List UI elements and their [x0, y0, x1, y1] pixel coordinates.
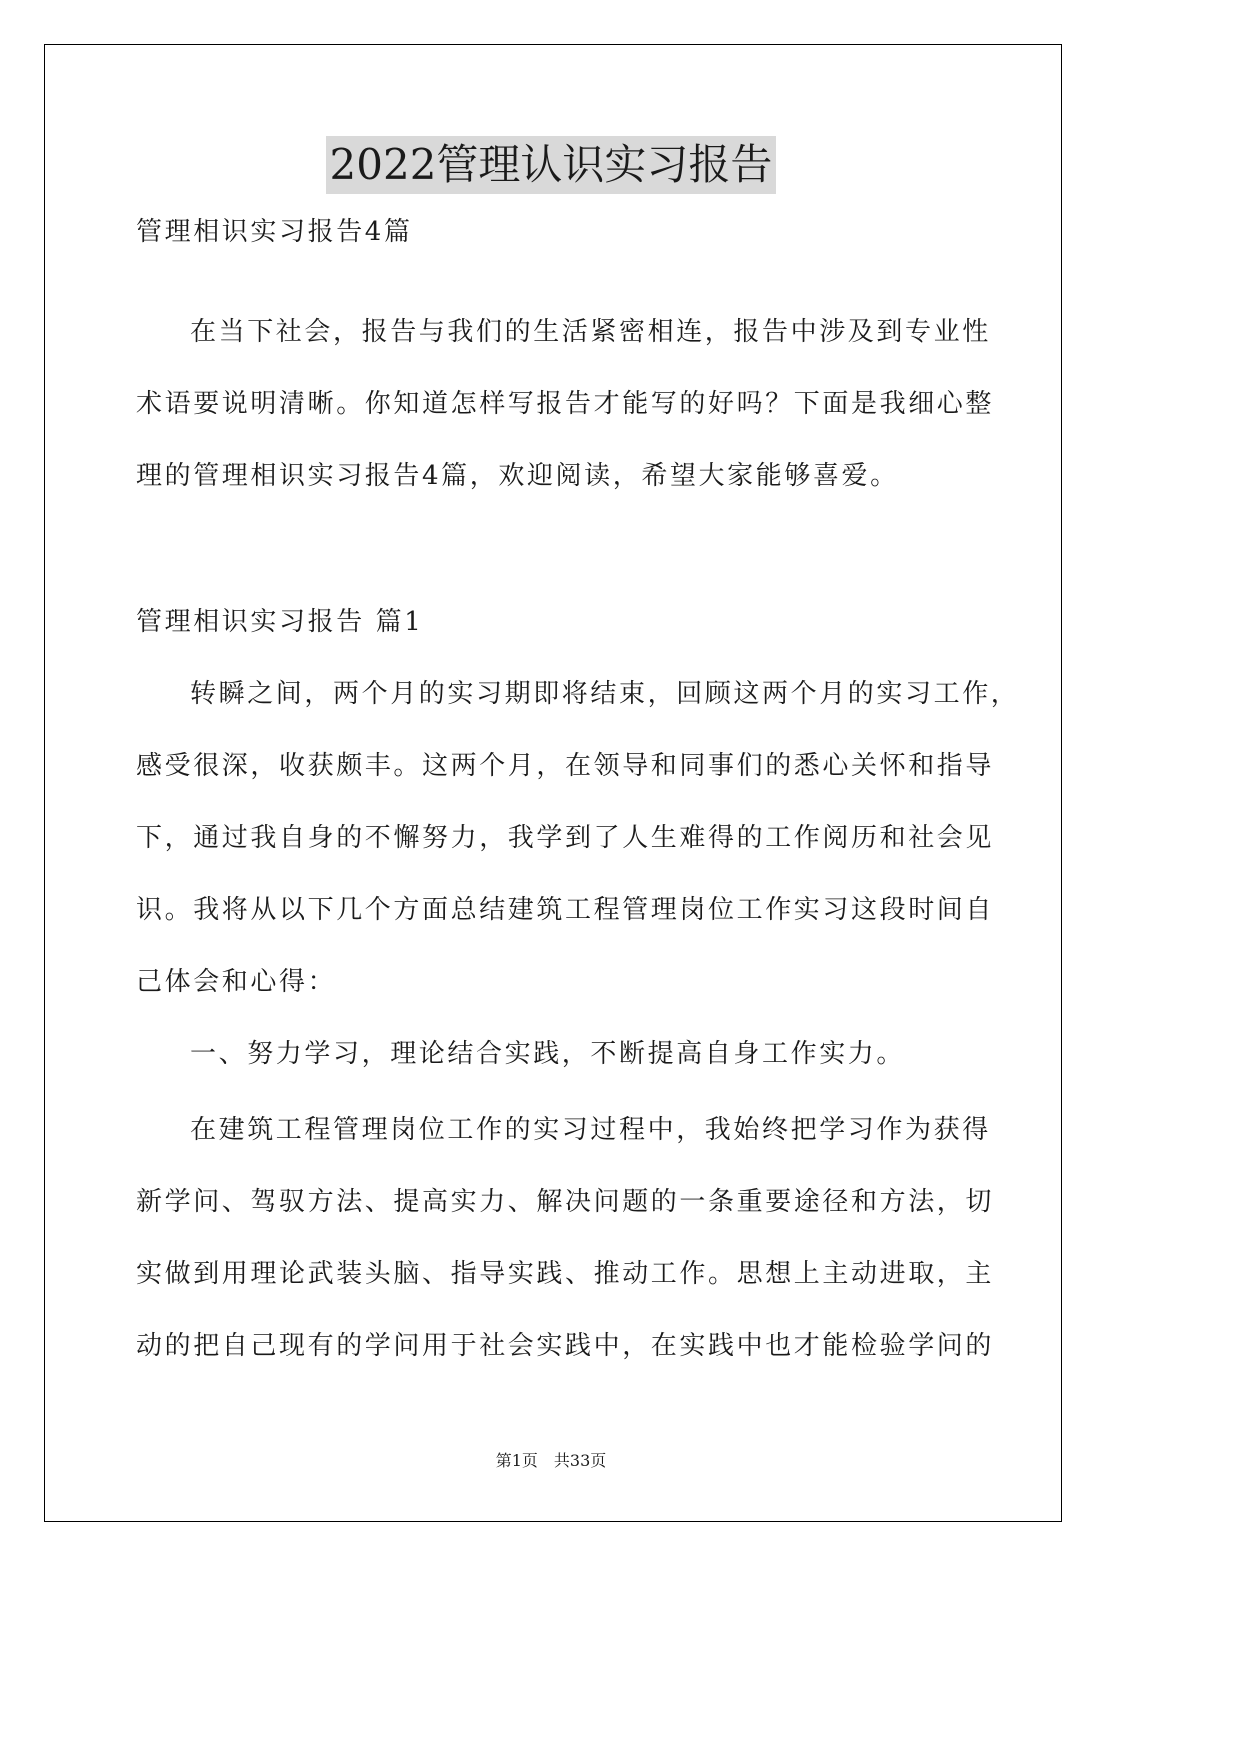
- para1-line-1: 转瞬之间，两个月的实习期即将结束，回顾这两个月的实习工作，: [190, 679, 1020, 709]
- para1-line-3: 下，通过我自身的不懈努力，我学到了人生难得的工作阅历和社会见: [136, 823, 995, 853]
- section-heading-1: 一、努力学习，理论结合实践，不断提高自身工作实力。: [190, 1039, 906, 1069]
- para1-line-5: 己体会和心得：: [136, 967, 337, 997]
- para1-line-4: 识。我将从以下几个方面总结建筑工程管理岗位工作实习这段时间自: [136, 895, 995, 925]
- para1-line-2: 感受很深，收获颇丰。这两个月，在领导和同事们的悉心关怀和指导: [136, 751, 995, 781]
- para2-line-1: 在建筑工程管理岗位工作的实习过程中，我始终把学习作为获得: [190, 1115, 991, 1145]
- heading-report-part-1: 管理相识实习报告 篇1: [136, 607, 424, 637]
- heading-report-collection: 管理相识实习报告4篇: [136, 217, 413, 247]
- para2-line-4: 动的把自己现有的学问用于社会实践中，在实践中也才能检验学问的: [136, 1331, 995, 1361]
- page-number-footer: 第1页 共33页: [495, 1451, 607, 1470]
- document-title: 2022管理认识实习报告: [326, 136, 777, 194]
- title-wrap: [0, 136, 1102, 194]
- intro-line-1: 在当下社会，报告与我们的生活紧密相连，报告中涉及到专业性: [190, 317, 991, 347]
- para2-line-2: 新学问、驾驭方法、提高实力、解决问题的一条重要途径和方法，切: [136, 1187, 995, 1217]
- intro-line-3: 理的管理相识实习报告4篇，欢迎阅读，希望大家能够喜爱。: [136, 461, 899, 491]
- intro-line-2: 术语要说明清晰。你知道怎样写报告才能写的好吗？下面是我细心整: [136, 389, 995, 419]
- para2-line-3: 实做到用理论武装头脑、指导实践、推动工作。思想上主动进取，主: [136, 1259, 995, 1289]
